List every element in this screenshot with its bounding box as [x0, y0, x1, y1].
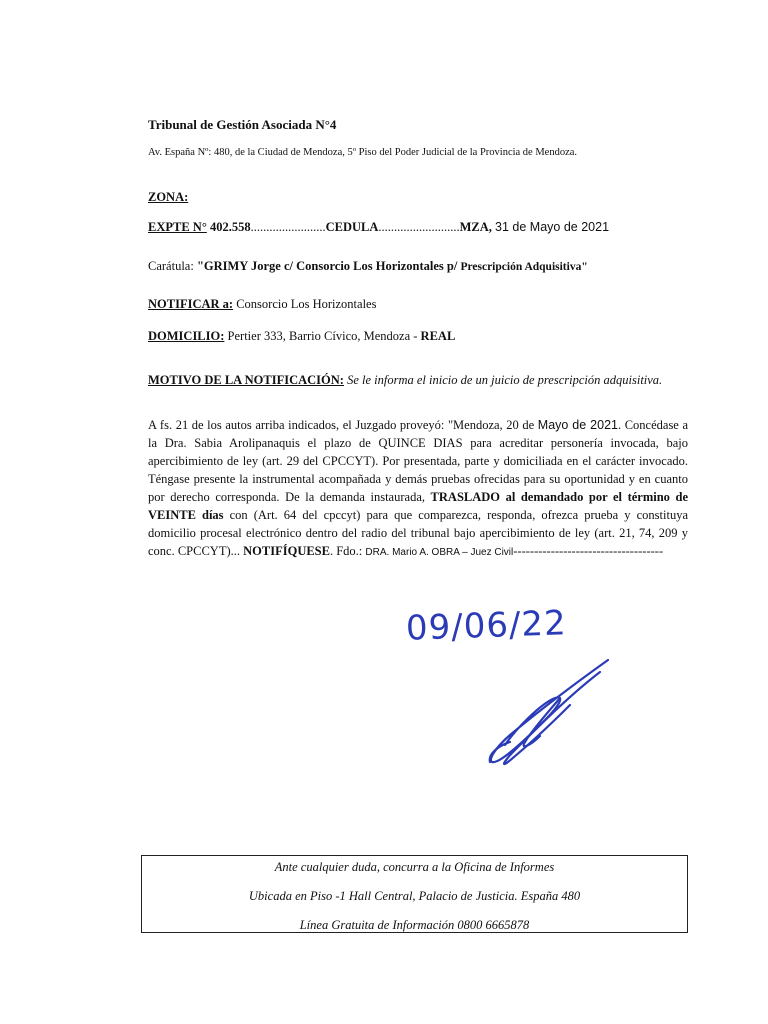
- info-line-3: Línea Gratuita de Información 0800 6665878: [299, 918, 530, 932]
- decree-part-1: A fs. 21 de los autos arriba indicados, el Juzgado proveyó: "Mendoza, 20 de: [148, 418, 538, 432]
- info-line-2: Ubicada en Piso -1 Hall Central, Palacio de Justicia. España 480: [248, 889, 581, 903]
- notificar-label: NOTIFICAR a:: [148, 297, 234, 311]
- cedula-label: CEDULA: [325, 220, 379, 234]
- domicilio-label: DOMICILIO:: [148, 329, 225, 343]
- expte-dots: ........................: [250, 220, 326, 234]
- handwritten-date: 09/06/22: [405, 603, 568, 649]
- expte-number: 402.558: [209, 220, 251, 234]
- notificar-line: [148, 297, 376, 312]
- decree-dashes: ------------------------------------: [513, 544, 664, 558]
- zona-label: ZONA:: [148, 190, 189, 204]
- mza-label: MZA,: [459, 220, 492, 234]
- handwritten-signature: [470, 650, 620, 780]
- tribunal-title: Tribunal de Gestión Asociada N°4: [148, 117, 337, 132]
- caratula-suffix: Prescripción Adquisitiva": [460, 261, 588, 273]
- expte-date: 31 de Mayo de 2021: [495, 220, 610, 234]
- domicilio-value: Pertier 333, Barrio Cívico, Mendoza -: [227, 329, 421, 343]
- domicilio-type: REAL: [420, 329, 456, 343]
- domicilio-line: [148, 329, 455, 344]
- caratula-label: Carátula:: [148, 259, 194, 273]
- tribunal-address: Av. España Nº: 480, de la Ciudad de Mendoza, 5º Piso del Poder Judicial de la Provincia de Mendoza.: [148, 147, 578, 158]
- caratula-title: "GRIMY Jorge c/ Consorcio Los Horizontales p/: [196, 259, 458, 273]
- notificar-value: Consorcio Los Horizontales: [236, 297, 377, 311]
- decree-part-4: . Fdo.:: [329, 544, 366, 558]
- expte-label: EXPTE N°: [148, 220, 207, 234]
- motivo-value: Se le informa el inicio de un juicio de prescripción adquisitiva.: [347, 373, 663, 387]
- decree-signer: DRA. Mario A. OBRA – Juez Civil: [365, 547, 514, 558]
- motivo-line: [148, 373, 662, 388]
- decree-date-fill: Mayo de 2021: [537, 418, 618, 432]
- decree-traslado: TRASLADO al demandado por el término de VEINTE días: [148, 490, 688, 522]
- decree-part-2: . Concédase a la Dra. Sabia Arolipanaquis el plazo de QUINCE DIAS para acreditar personería invocada, bajo apercibimiento de ley (art. 29 del CPCCYT). Por presentada, parte y domiciliada en el carácter invocado. Téngase presente la instrumental acompañada y demás pruebas ofrecidas para su oportunidad y en cuanto por derecho corresponda. De la demanda instaurada,: [148, 418, 689, 504]
- decree-notifiquese: NOTIFÍQUESE: [243, 544, 330, 558]
- decree-part-3: con (Art. 64 del cpccyt) para que comparezca, responda, ofrezca prueba y constituya domicilio procesal electrónico dentro del radio del tribunal bajo apercibimiento de ley (art. 21, 74, 209 y conc. CPCCYT)...: [148, 508, 688, 558]
- decree-text: [148, 416, 688, 562]
- info-line-1: Ante cualquier duda, concurra a la Oficina de Informes: [274, 860, 555, 874]
- expediente-line: [148, 220, 609, 235]
- cedula-dots: ..........................: [378, 220, 460, 234]
- motivo-label: MOTIVO DE LA NOTIFICACIÓN:: [148, 373, 344, 387]
- info-box: [141, 855, 688, 933]
- caratula-line: [148, 259, 588, 274]
